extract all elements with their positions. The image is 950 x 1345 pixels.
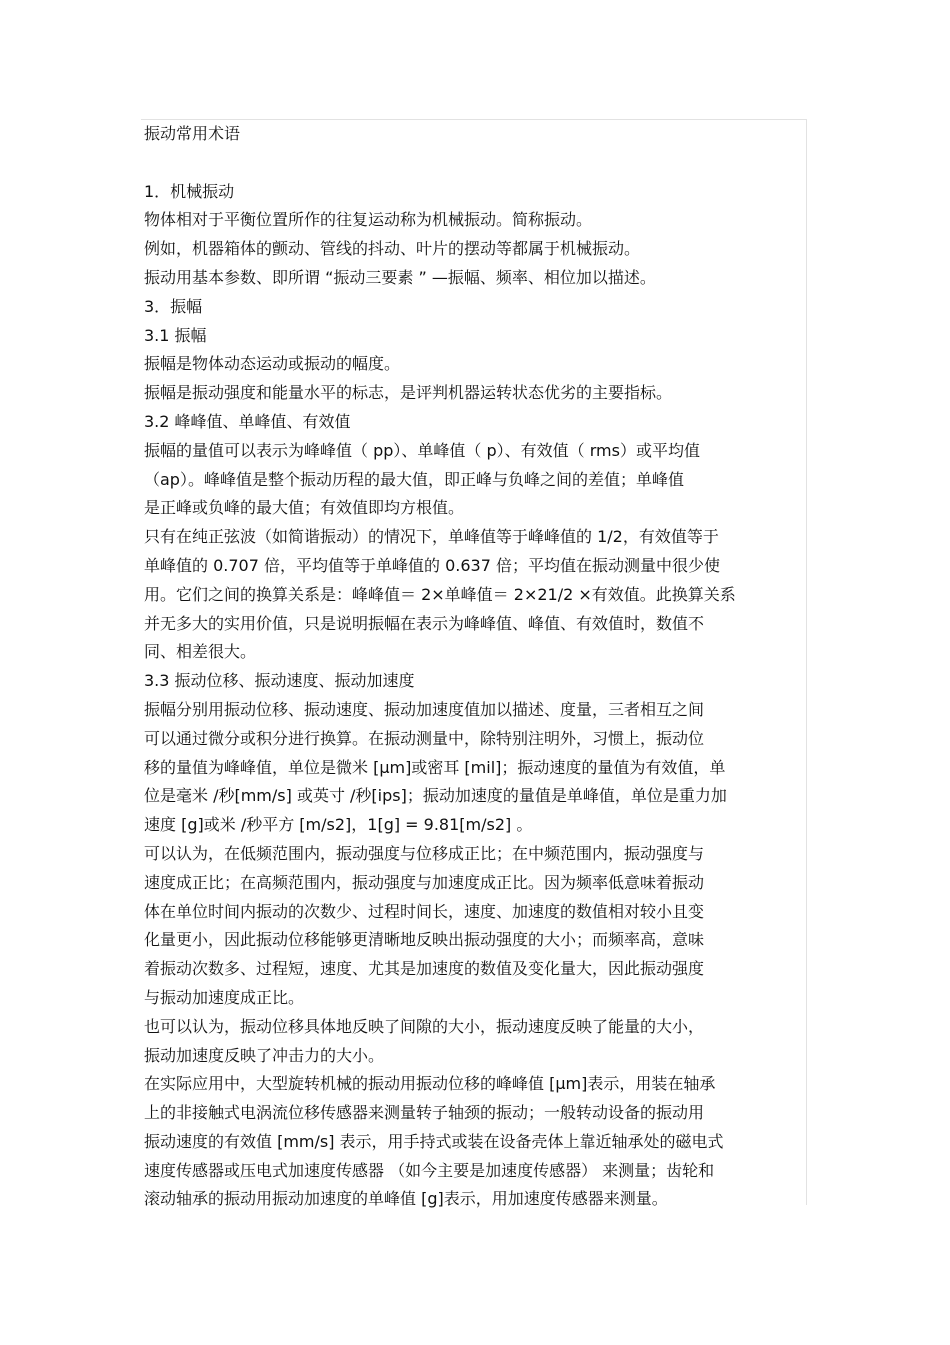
text-line: 用。它们之间的换算关系是：峰峰值＝ 2×单峰值＝ 2×21/2 ×有效值。此换算关系: [144, 584, 736, 604]
text-line: 移的量值为峰峰值，单位是微米 [μm]或密耳 [mil]；振动速度的量值为有效值，单: [144, 757, 726, 777]
text-line: 是正峰或负峰的最大值；有效值即均方根值。: [144, 498, 465, 518]
text-line: 振幅是振动强度和能量水平的标志，是评判机器运转状态优劣的主要指标。: [144, 383, 673, 403]
subsection-heading: 3.3 振动位移、振动速度、振动加速度: [144, 671, 415, 691]
subsection-heading: 3.2 峰峰值、单峰值、有效值: [144, 411, 351, 431]
text-line: 例如，机器箱体的颤动、管线的抖动、叶片的摆动等都属于机械振动。: [144, 239, 641, 259]
section-heading: 1．机械振动: [144, 181, 235, 201]
document-body: [144, 120, 809, 1214]
text-line: 振动加速度反映了冲击力的大小。: [144, 1045, 385, 1065]
text-line: 单峰值的 0.707 倍，平均值等于单峰值的 0.637 倍；平均值在振动测量中很少使: [144, 555, 720, 575]
text-line: 着振动次数多、过程短，速度、尤其是加速度的数值及变化量大，因此振动强度: [144, 959, 705, 979]
text-line: 振幅分别用振动位移、振动速度、振动加速度值加以描述、度量，三者相互之间: [144, 699, 705, 719]
text-line: 速度传感器或压电式加速度传感器 （如今主要是加速度传感器） 来测量；齿轮和: [144, 1160, 715, 1180]
text-line: 也可以认为，振动位移具体地反映了间隙的大小，振动速度反映了能量的大小，: [144, 1016, 705, 1036]
text-line: 速度 [g]或米 /秒平方 [m/s2]，1[g] = 9.81[m/s2] 。: [144, 815, 533, 835]
blank-line: [144, 149, 809, 178]
text-line: 可以通过微分或积分进行换算。在振动测量中，除特别注明外，习惯上，振动位: [144, 728, 705, 748]
text-line: 并无多大的实用价值，只是说明振幅在表示为峰峰值、峰值、有效值时，数值不: [144, 613, 705, 633]
text-line: 化量更小，因此振动位移能够更清晰地反映出振动强度的大小；而频率高，意味: [144, 930, 705, 950]
text-line: 与振动加速度成正比。: [144, 987, 305, 1007]
text-line: 振动用基本参数、即所谓 “振动三要素 ” —振幅、频率、相位加以描述。: [144, 267, 656, 287]
subsection-heading: 3.1 振幅: [144, 325, 207, 345]
text-line: 同、相差很大。: [144, 642, 257, 662]
text-line: 体在单位时间内振动的次数少、过程时间长，速度、加速度的数值相对较小且变: [144, 901, 705, 921]
text-line: 在实际应用中，大型旋转机械的振动用振动位移的峰峰值 [μm]表示，用装在轴承: [144, 1074, 716, 1094]
text-line: 速度成正比；在高频范围内，振动强度与加速度成正比。因为频率低意味着振动: [144, 872, 705, 892]
text-line: 振幅的量值可以表示为峰峰值（ pp）、单峰值（ p）、有效值（ rms）或平均值: [144, 440, 700, 460]
text-line: 只有在纯正弦波（如简谐振动）的情况下，单峰值等于峰峰值的 1/2，有效值等于: [144, 527, 719, 547]
text-line: 上的非接触式电涡流位移传感器来测量转子轴颈的振动；一般转动设备的振动用: [144, 1103, 705, 1123]
section-heading: 3．振幅: [144, 296, 203, 316]
text-line: （ap）。峰峰值是整个振动历程的最大值，即正峰与负峰之间的差值；单峰值: [144, 469, 684, 489]
text-line: 振幅是物体动态运动或振动的幅度。: [144, 354, 401, 374]
text-line: 可以认为，在低频范围内，振动强度与位移成正比；在中频范围内，振动强度与: [144, 843, 705, 863]
text-line: 振动速度的有效值 [mm/s] 表示，用手持式或装在设备壳体上靠近轴承处的磁电式: [144, 1131, 724, 1151]
document-title: 振动常用术语: [144, 124, 241, 143]
text-line: 物体相对于平衡位置所作的往复运动称为机械振动。简称振动。: [144, 210, 593, 230]
text-line: 位是毫米 /秒[mm/s] 或英寸 /秒[ips]；振动加速度的量值是单峰值，单位是重力加: [144, 786, 727, 806]
text-line: 滚动轴承的振动用振动加速度的单峰值 [g]表示，用加速度传感器来测量。: [144, 1189, 668, 1209]
